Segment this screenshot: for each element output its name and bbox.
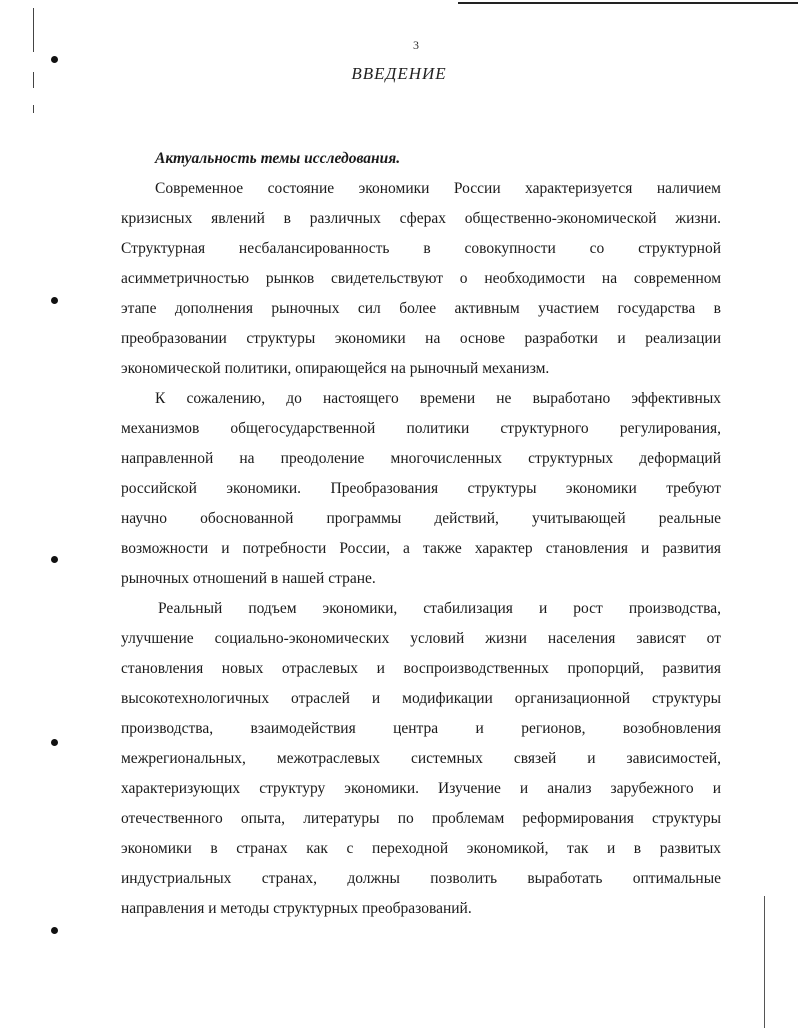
paragraph-line: экономической политики, опирающейся на рыночный механизм. — [121, 360, 550, 377]
paragraph-line: возможности и потребности России, а также характер становления и развития — [121, 540, 721, 557]
page-title: ВВЕДЕНИЕ — [351, 64, 447, 83]
paragraph-line: становления новых отраслевых и воспроизводственных пропорций, развития — [121, 660, 721, 677]
punch-hole-mark — [51, 556, 58, 563]
left-margin-line — [33, 8, 34, 52]
paragraph-line: этапе дополнения рыночных сил более активным участием государства в — [121, 300, 721, 317]
right-edge-line — [764, 896, 765, 1028]
top-edge-rule — [458, 2, 798, 4]
punch-hole-mark — [51, 739, 58, 746]
section-heading: Актуальность темы исследования. — [155, 150, 401, 167]
paragraph-line: направленной на преодоление многочисленных структурных деформаций — [121, 450, 721, 467]
paragraph-line: рыночных отношений в нашей стране. — [121, 570, 376, 587]
paragraph-line: межрегиональных, межотраслевых системных связей и зависимостей, — [121, 750, 721, 767]
paragraph-line: преобразовании структуры экономики на основе разработки и реализации — [121, 330, 721, 347]
paragraph-line: Современное состояние экономики России характеризуется наличием — [155, 180, 721, 197]
punch-hole-mark — [51, 297, 58, 304]
paragraph-line: отечественного опыта, литературы по проблемам реформирования структуры — [121, 810, 721, 827]
paragraph-line: высокотехнологичных отраслей и модификации организационной структуры — [121, 690, 721, 707]
punch-hole-mark — [51, 927, 58, 934]
paragraph-line: Структурная несбалансированность в совокупности со структурной — [121, 240, 721, 257]
paragraph-line: механизмов общегосударственной политики структурного регулирования, — [121, 420, 721, 437]
paragraph-line: кризисных явлений в различных сферах общественно-экономической жизни. — [121, 210, 721, 227]
paragraph-line: улучшение социально-экономических условий жизни населения зависят от — [121, 630, 721, 647]
paragraph-line: К сожалению, до настоящего времени не выработано эффективных — [155, 390, 721, 407]
paragraph-line: характеризующих структуру экономики. Изучение и анализ зарубежного и — [121, 780, 721, 797]
paragraph-line: Реальный подъем экономики, стабилизация и рост производства, — [158, 600, 721, 617]
paragraph-line: направления и методы структурных преобразований. — [121, 900, 472, 917]
paragraph-line: индустриальных странах, должны позволить выработать оптимальные — [121, 870, 721, 887]
left-margin-line-fragment — [33, 105, 34, 113]
paragraph-line: экономики в странах как с переходной экономикой, так и в развитых — [121, 840, 721, 857]
paragraph-line: производства, взаимодействия центра и регионов, возобновления — [121, 720, 721, 737]
page-number: 3 — [413, 38, 419, 52]
punch-hole-mark — [51, 56, 58, 63]
paragraph-line: научно обоснованной программы действий, учитывающей реальные — [121, 510, 721, 527]
paragraph-line: асимметричностью рынков свидетельствуют о необходимости на современном — [121, 270, 721, 287]
paragraph-line: российской экономики. Преобразования структуры экономики требуют — [121, 480, 721, 497]
